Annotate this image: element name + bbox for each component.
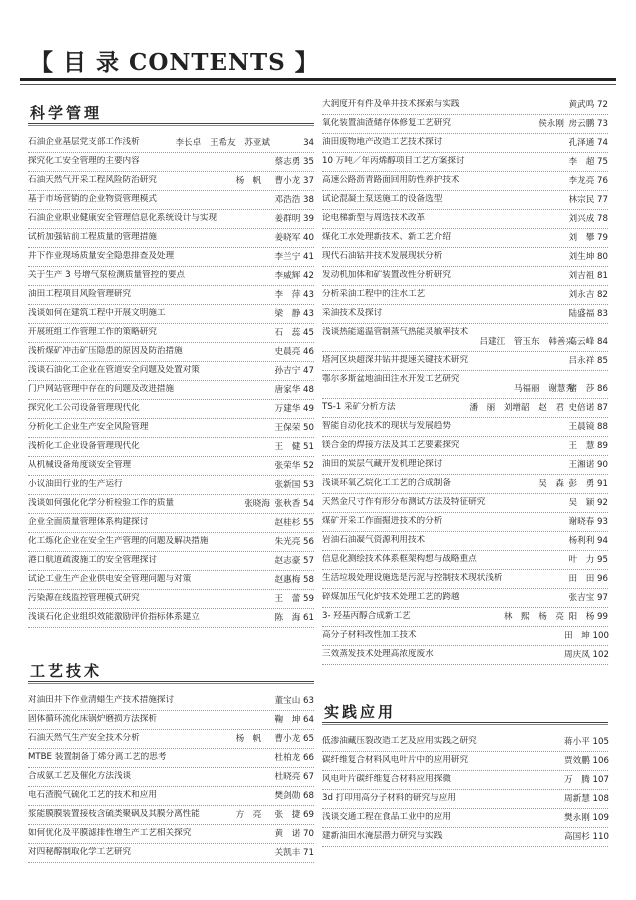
entry-page: 吕永祥 85	[568, 356, 608, 366]
toc-entry[interactable]	[322, 324, 608, 352]
entry-page: 房云鹏 73	[568, 119, 608, 129]
entry-page: 田 坤 100	[564, 631, 609, 641]
entry-title: 从机械设备角度谈安全管理	[28, 460, 132, 470]
entry-title: 天然金尺寸作有形分布测试方法及特征研究	[322, 497, 486, 507]
entry-title: 风电叶片碳纤维复合材料应用探微	[322, 774, 451, 784]
toc-entry[interactable]	[28, 438, 314, 457]
entry-title: 浅谈石油化工企业在管道安全问题及处置对策	[28, 365, 200, 375]
toc-entry[interactable]	[322, 418, 608, 437]
entry-title: 镁合金的焊接方法及其工艺要素探究	[322, 440, 460, 450]
entry-title: 高速公路沥青路面回用防性养护技术	[322, 175, 460, 185]
toc-entry[interactable]	[322, 267, 608, 286]
toc-entry[interactable]	[28, 749, 314, 768]
section-science-management	[28, 96, 314, 134]
entry-page: 刘吉祖 81	[568, 271, 608, 281]
entry-title: 浅谈交通工程在食品工业中的应用	[322, 812, 451, 822]
toc-entry[interactable]	[322, 532, 608, 551]
entry-page: 杜晓亮 67	[274, 772, 314, 782]
entry-authors: 杨 帆	[233, 734, 270, 744]
entry-title: 试论工业生产企业供电安全管理问题与对策	[28, 574, 192, 584]
entry-page: 杜柏龙 66	[274, 753, 314, 763]
entry-title: 对油田井下作业清蜡生产技术措施探讨	[28, 695, 175, 705]
toc-entry[interactable]	[28, 343, 314, 362]
entry-page: 姜群明 39	[274, 214, 314, 224]
entry-title: 碳纤维复合材料风电叶片中的应用研究	[322, 755, 469, 765]
entry-title: 塔河区块超深井钻井提速关键技术研究	[322, 355, 469, 365]
toc-list	[322, 352, 608, 371]
entry-page: 张秋香 54	[274, 499, 314, 509]
toc-entry[interactable]	[28, 825, 314, 844]
entry-title: 3d 打印用高分子材料的研究与应用	[322, 793, 456, 803]
section-rule	[28, 681, 314, 682]
toc-entry[interactable]	[28, 711, 314, 730]
toc-entry[interactable]	[28, 457, 314, 476]
entry-title: 低渗油藏压裂改造工艺及应用实践之研究	[322, 736, 477, 746]
toc-entry[interactable]	[28, 609, 314, 628]
entry-page: 周新慧 108	[564, 794, 609, 804]
entry-page: 陆盛福 83	[568, 309, 608, 319]
entry-page: 黄 诺 70	[274, 829, 314, 839]
entry-title: 氧化装置油渣储存体修复工艺研究	[322, 118, 451, 128]
entry-page: 田 田 96	[568, 574, 608, 584]
entry-page: 李龙亮 76	[568, 176, 608, 186]
entry-page: 高云峰 84	[568, 337, 608, 347]
toc-entry[interactable]	[322, 172, 608, 191]
entry-title: 如何优化及平膜滤排性增生产工艺相关探究	[28, 828, 192, 838]
entry-page: 梁 静 43	[274, 309, 314, 319]
entry-title: 油田废物地产改造工艺技术探讨	[322, 137, 443, 147]
toc-entry[interactable]	[28, 362, 314, 381]
section-title: 实践应用	[324, 703, 397, 721]
toc-entry[interactable]	[322, 589, 608, 608]
section-rule	[322, 724, 608, 725]
section-process-technology	[28, 654, 314, 692]
entry-title: 化工炼化企业在安全生产管理的问题及解决措施	[28, 536, 209, 546]
entry-page: 关凯丰 71	[274, 848, 314, 858]
entry-page: 王湘诺 90	[568, 460, 608, 470]
toc-entry[interactable]	[322, 248, 608, 267]
toc-entry[interactable]	[322, 96, 608, 115]
entry-page: 曹小龙 37	[274, 176, 314, 186]
entry-authors: 潘 丽 刘增韶 赵 君	[466, 403, 564, 413]
entry-page: 张吉宝 97	[568, 593, 608, 603]
toc-entry[interactable]	[322, 475, 608, 494]
entry-title: 油田工程项目风险管理研究	[28, 289, 132, 299]
toc-entry[interactable]	[322, 551, 608, 570]
entry-page: 姜晓军 40	[274, 233, 314, 243]
toc-entry[interactable]	[322, 733, 608, 752]
entry-page: 赵桂杉 55	[274, 518, 314, 528]
toc-entry[interactable]	[28, 381, 314, 400]
entry-page: 林宗民 77	[568, 195, 608, 205]
entry-page: 王 健 51	[274, 442, 314, 452]
toc-entry[interactable]	[28, 134, 314, 153]
toc-entry[interactable]	[322, 494, 608, 513]
entry-title: 10 万吨／年丙烯醇项目工艺方案探讨	[322, 156, 465, 166]
entry-title: 采油技术及探讨	[322, 308, 383, 318]
toc-entry[interactable]	[28, 844, 314, 863]
entry-title: 发动机加体和矿装置改性分析研究	[322, 270, 451, 280]
entry-page: 李兰宁 41	[274, 252, 314, 262]
entry-title: 油田的炭层气藏开发机理论探讨	[322, 459, 443, 469]
toc-entry[interactable]	[28, 286, 314, 305]
entry-title: 关于生产 3 号增气泵检测质量管控的要点	[28, 270, 186, 280]
entry-page: 赵惠梅 58	[274, 575, 314, 585]
entry-page: 万建华 49	[274, 404, 314, 414]
toc-entry[interactable]	[322, 210, 608, 229]
entry-title: 门户网站管理中存在的问题及改进措施	[28, 384, 175, 394]
entry-page: 石 蕊 45	[274, 328, 314, 338]
toc-entry[interactable]	[28, 324, 314, 343]
entry-title: 浅谈如何强化化学分析检验工作的质量	[28, 498, 175, 508]
toc-entry[interactable]	[28, 400, 314, 419]
entry-page: 万 腾 107	[564, 775, 609, 785]
toc-entry[interactable]	[322, 752, 608, 771]
toc-entry[interactable]	[28, 210, 314, 229]
entry-page: 刘永吉 82	[568, 290, 608, 300]
section-practical-application	[322, 695, 608, 733]
contents-title: 【 目 录 CONTENTS 】	[30, 49, 319, 76]
entry-title: 浅析煤矿冲击矿压隐患的原因及防治措施	[28, 346, 183, 356]
toc-entry[interactable]	[322, 286, 608, 305]
toc-entry[interactable]	[322, 153, 608, 172]
entry-title: 浅谈热能遥温管制蒸气热能灵敏率技术	[322, 327, 469, 337]
entry-page: 董宝山 63	[274, 696, 314, 706]
entry-page: 唐家华 48	[274, 385, 314, 395]
entry-title: 大润度开有件及单井技术探索与实践	[322, 99, 460, 109]
entry-page: 邓浩浩 38	[274, 195, 314, 205]
entry-title: 建新油田水淹层潜力研究与实践	[322, 831, 443, 841]
entry-authors: 林 熙 杨 亮	[501, 612, 564, 622]
entry-page: 史晨亮 46	[274, 347, 314, 357]
entry-authors: 杨 帆	[233, 176, 270, 186]
toc-entry[interactable]	[28, 495, 314, 514]
entry-title: 企业全面质量管理体系构建探讨	[28, 517, 149, 527]
entry-title: 港口航道疏浚施工的安全管理探讨	[28, 555, 157, 565]
toc-entry[interactable]	[28, 248, 314, 267]
toc-entry[interactable]	[28, 514, 314, 533]
toc-list	[322, 399, 608, 665]
entry-title: MTBE 装置制备丁烯分离工艺的思考	[28, 752, 167, 762]
entry-page: 樊剑勋 68	[274, 791, 314, 801]
toc-entry[interactable]	[28, 229, 314, 248]
toc-entry[interactable]	[28, 419, 314, 438]
entry-title: 试论混凝土泵送施工的设备选型	[322, 194, 443, 204]
toc-entry[interactable]	[28, 552, 314, 571]
entry-authors: 李长卓 王希友 苏亚斌	[172, 138, 270, 148]
toc-list	[28, 692, 314, 863]
entry-title: 分析化工企业生产安全风险管理	[28, 422, 149, 432]
entry-title: 石油天然气生产安全技术分析	[28, 733, 140, 743]
entry-title: TS-1 采矿分析方法	[322, 402, 396, 412]
entry-title: 合成氨工艺及催化方法浅谈	[28, 771, 132, 781]
entry-page: 孔泽通 74	[568, 138, 608, 148]
section-rule	[322, 722, 608, 723]
entry-page: 蒋小平 105	[564, 737, 609, 747]
entry-title: 石油企业职业健康安全管理信息化系统设计与实现	[28, 213, 218, 223]
toc-entry[interactable]	[322, 771, 608, 790]
entry-title: 电石渣脱气硫化工艺的技术和应用	[28, 790, 157, 800]
toc-entry[interactable]	[322, 352, 608, 371]
entry-title: 三效蒸发技术处理高浓度废水	[322, 649, 434, 659]
toc-list	[28, 134, 314, 628]
toc-entry[interactable]	[28, 787, 314, 806]
toc-entry[interactable]	[28, 172, 314, 191]
entry-page: 34	[303, 138, 314, 148]
entry-title: 浆能膜膜装置接枝含硫类聚砜及其膜分离性能	[28, 809, 200, 819]
entry-title: 污染源在线监控管理模式研究	[28, 593, 140, 603]
entry-title: 浅谈环氧乙烷化工工艺的合成制备	[322, 478, 451, 488]
entry-title: 3- 羟基丙醇合成新工艺	[322, 611, 411, 621]
entry-page: 赵志豪 57	[274, 556, 314, 566]
entry-title: 浅析化工企业设备管理现代化	[28, 441, 140, 451]
entry-authors: 张晓海	[241, 499, 270, 509]
entry-page: 褚 莎 86	[568, 384, 608, 394]
entry-page: 王晨镜 88	[568, 422, 608, 432]
toc-entry[interactable]	[322, 608, 608, 627]
entry-page: 李 超 75	[568, 157, 608, 167]
header-rule-thin	[20, 84, 616, 85]
toc-list	[322, 733, 608, 847]
entry-authors: 方 亮	[233, 810, 270, 820]
entry-page: 叶 力 95	[568, 555, 608, 565]
section-rule	[28, 683, 314, 684]
entry-title: 探究化工安全管理的主要内容	[28, 156, 140, 166]
toc-entry[interactable]	[322, 809, 608, 828]
entry-page: 张荣华 52	[274, 461, 314, 471]
entry-page: 刘生坤 80	[568, 252, 608, 262]
entry-page: 王保荣 50	[274, 423, 314, 433]
toc-entry[interactable]	[322, 134, 608, 153]
toc-entry[interactable]	[28, 153, 314, 172]
toc-entry[interactable]	[28, 730, 314, 749]
entry-title: 信息化测绘技术体系框架构想与战略重点	[322, 554, 477, 564]
entry-page: 彭 勇 91	[568, 479, 608, 489]
left-column	[28, 96, 314, 863]
section-title: 工艺技术	[30, 662, 103, 680]
entry-title: 岩油石油凝气资源利用技术	[322, 535, 426, 545]
entry-page: 朱光亮 56	[274, 537, 314, 547]
entry-page: 周庆凤 102	[564, 650, 609, 660]
header-rule	[20, 78, 616, 81]
entry-page: 刘 攀 79	[568, 233, 608, 243]
entry-title: 开展班组工作管理工作的策略研究	[28, 327, 157, 337]
entry-page: 贾效鹏 106	[564, 756, 609, 766]
entry-page: 陈 海 61	[274, 613, 314, 623]
toc-entry[interactable]	[28, 806, 314, 825]
entry-page: 张新国 53	[274, 480, 314, 490]
entry-authors: 马福丽 谢慧秀	[513, 384, 574, 394]
entry-page: 谢晓春 93	[568, 517, 608, 527]
entry-page: 孙吉宁 47	[274, 366, 314, 376]
entry-authors: 侯永刚	[535, 119, 564, 129]
toc-entry[interactable]	[28, 533, 314, 552]
entry-title: 固体循环流化床锅炉磨损方法探析	[28, 714, 157, 724]
toc-entry[interactable]	[28, 267, 314, 286]
entry-authors: 吴 森	[535, 479, 564, 489]
entry-page: 蔡志勇 35	[274, 157, 314, 167]
entry-page: 史倍诺 87	[568, 403, 608, 413]
right-column	[322, 96, 608, 847]
toc-entry[interactable]	[322, 790, 608, 809]
toc-entry[interactable]	[322, 305, 608, 324]
section-rule	[28, 125, 314, 126]
toc-entry[interactable]	[322, 627, 608, 646]
entry-page: 高国杉 110	[564, 832, 609, 842]
entry-title: 鄂尔多斯盆地油田注水开发工艺研究	[322, 374, 460, 384]
entry-page: 刘兴成 78	[568, 214, 608, 224]
entry-page: 吴 颖 92	[568, 498, 608, 508]
toc-entry[interactable]	[322, 570, 608, 589]
entry-page: 曹小龙 65	[274, 734, 314, 744]
toc-entry[interactable]	[322, 646, 608, 665]
entry-title: 现代石油钻井技术发展现状分析	[322, 251, 443, 261]
entry-page: 王 慧 89	[568, 441, 608, 451]
entry-page: 樊永刚 109	[564, 813, 609, 823]
entry-title: 煤化工水处理新技术、新工艺介绍	[322, 232, 451, 242]
entry-title: 浅谈石化企业组织效能激励评价指标体系建立	[28, 612, 200, 622]
toc-entry[interactable]	[28, 305, 314, 324]
entry-page: 黄武鸣 72	[568, 100, 608, 110]
entry-title: 井下作业现场质量安全隐患排查及处理	[28, 251, 175, 261]
entry-title: 基于市场营销的企业物资管理模式	[28, 194, 157, 204]
entry-page: 阳 杨 99	[568, 612, 608, 622]
entry-title: 高分子材料改性加工技术	[322, 630, 417, 640]
toc-entry[interactable]	[28, 571, 314, 590]
entry-title: 分析采油工程中的注水工艺	[322, 289, 426, 299]
entry-title: 探究化工公司设备管理现代化	[28, 403, 140, 413]
toc-entry[interactable]	[322, 115, 608, 134]
entry-title: 试析加强钻前工程质量的管理措施	[28, 232, 157, 242]
entry-title: 生活垃圾处理设施选是污泥与控制技术现状浅析	[322, 573, 503, 583]
entry-title: 小议油田行业的生产运行	[28, 479, 123, 489]
section-rule	[28, 123, 314, 124]
entry-page: 张 捷 69	[274, 810, 314, 820]
entry-title: 石油天然气开采工程风险防治研究	[28, 175, 157, 185]
entry-title: 论电梯新型与周选技术改革	[322, 213, 426, 223]
entry-title: 碎煤加压气化炉技术处理工艺的跨越	[322, 592, 460, 602]
toc-entry[interactable]	[322, 513, 608, 532]
toc-entry[interactable]	[322, 456, 608, 475]
entry-title: 对四秘醇制取化学工艺研究	[28, 847, 132, 857]
toc-entry[interactable]	[322, 229, 608, 248]
entry-page: 鞠 坤 64	[274, 715, 314, 725]
entry-title: 智能自动化技术的现状与发展趋势	[322, 421, 451, 431]
toc-entry[interactable]	[28, 692, 314, 711]
toc-entry[interactable]	[322, 437, 608, 456]
entry-page: 李 萍 43	[274, 290, 314, 300]
toc-entry[interactable]	[322, 191, 608, 210]
section-title: 科学管理	[30, 104, 103, 122]
toc-entry[interactable]	[322, 371, 608, 399]
toc-entry[interactable]	[28, 191, 314, 210]
toc-entry[interactable]	[28, 768, 314, 787]
entry-page: 李威辉 42	[274, 271, 314, 281]
toc-entry[interactable]	[322, 828, 608, 847]
entry-page: 王 蕾 59	[274, 594, 314, 604]
toc-entry[interactable]	[322, 399, 608, 418]
entry-title: 浅谈如何在建筑工程中开展文明施工	[28, 308, 166, 318]
entry-title: 石油企业基层党支部工作浅析	[28, 137, 140, 147]
entry-authors: 吕建江 管玉东 韩善兴	[479, 337, 574, 347]
entry-title: 煤矿开采工作面掘进技术的分析	[322, 516, 443, 526]
entry-page: 杨利利 94	[568, 536, 608, 546]
toc-entry[interactable]	[28, 476, 314, 495]
toc-list	[322, 96, 608, 324]
toc-entry[interactable]	[28, 590, 314, 609]
contents-header	[20, 38, 620, 100]
